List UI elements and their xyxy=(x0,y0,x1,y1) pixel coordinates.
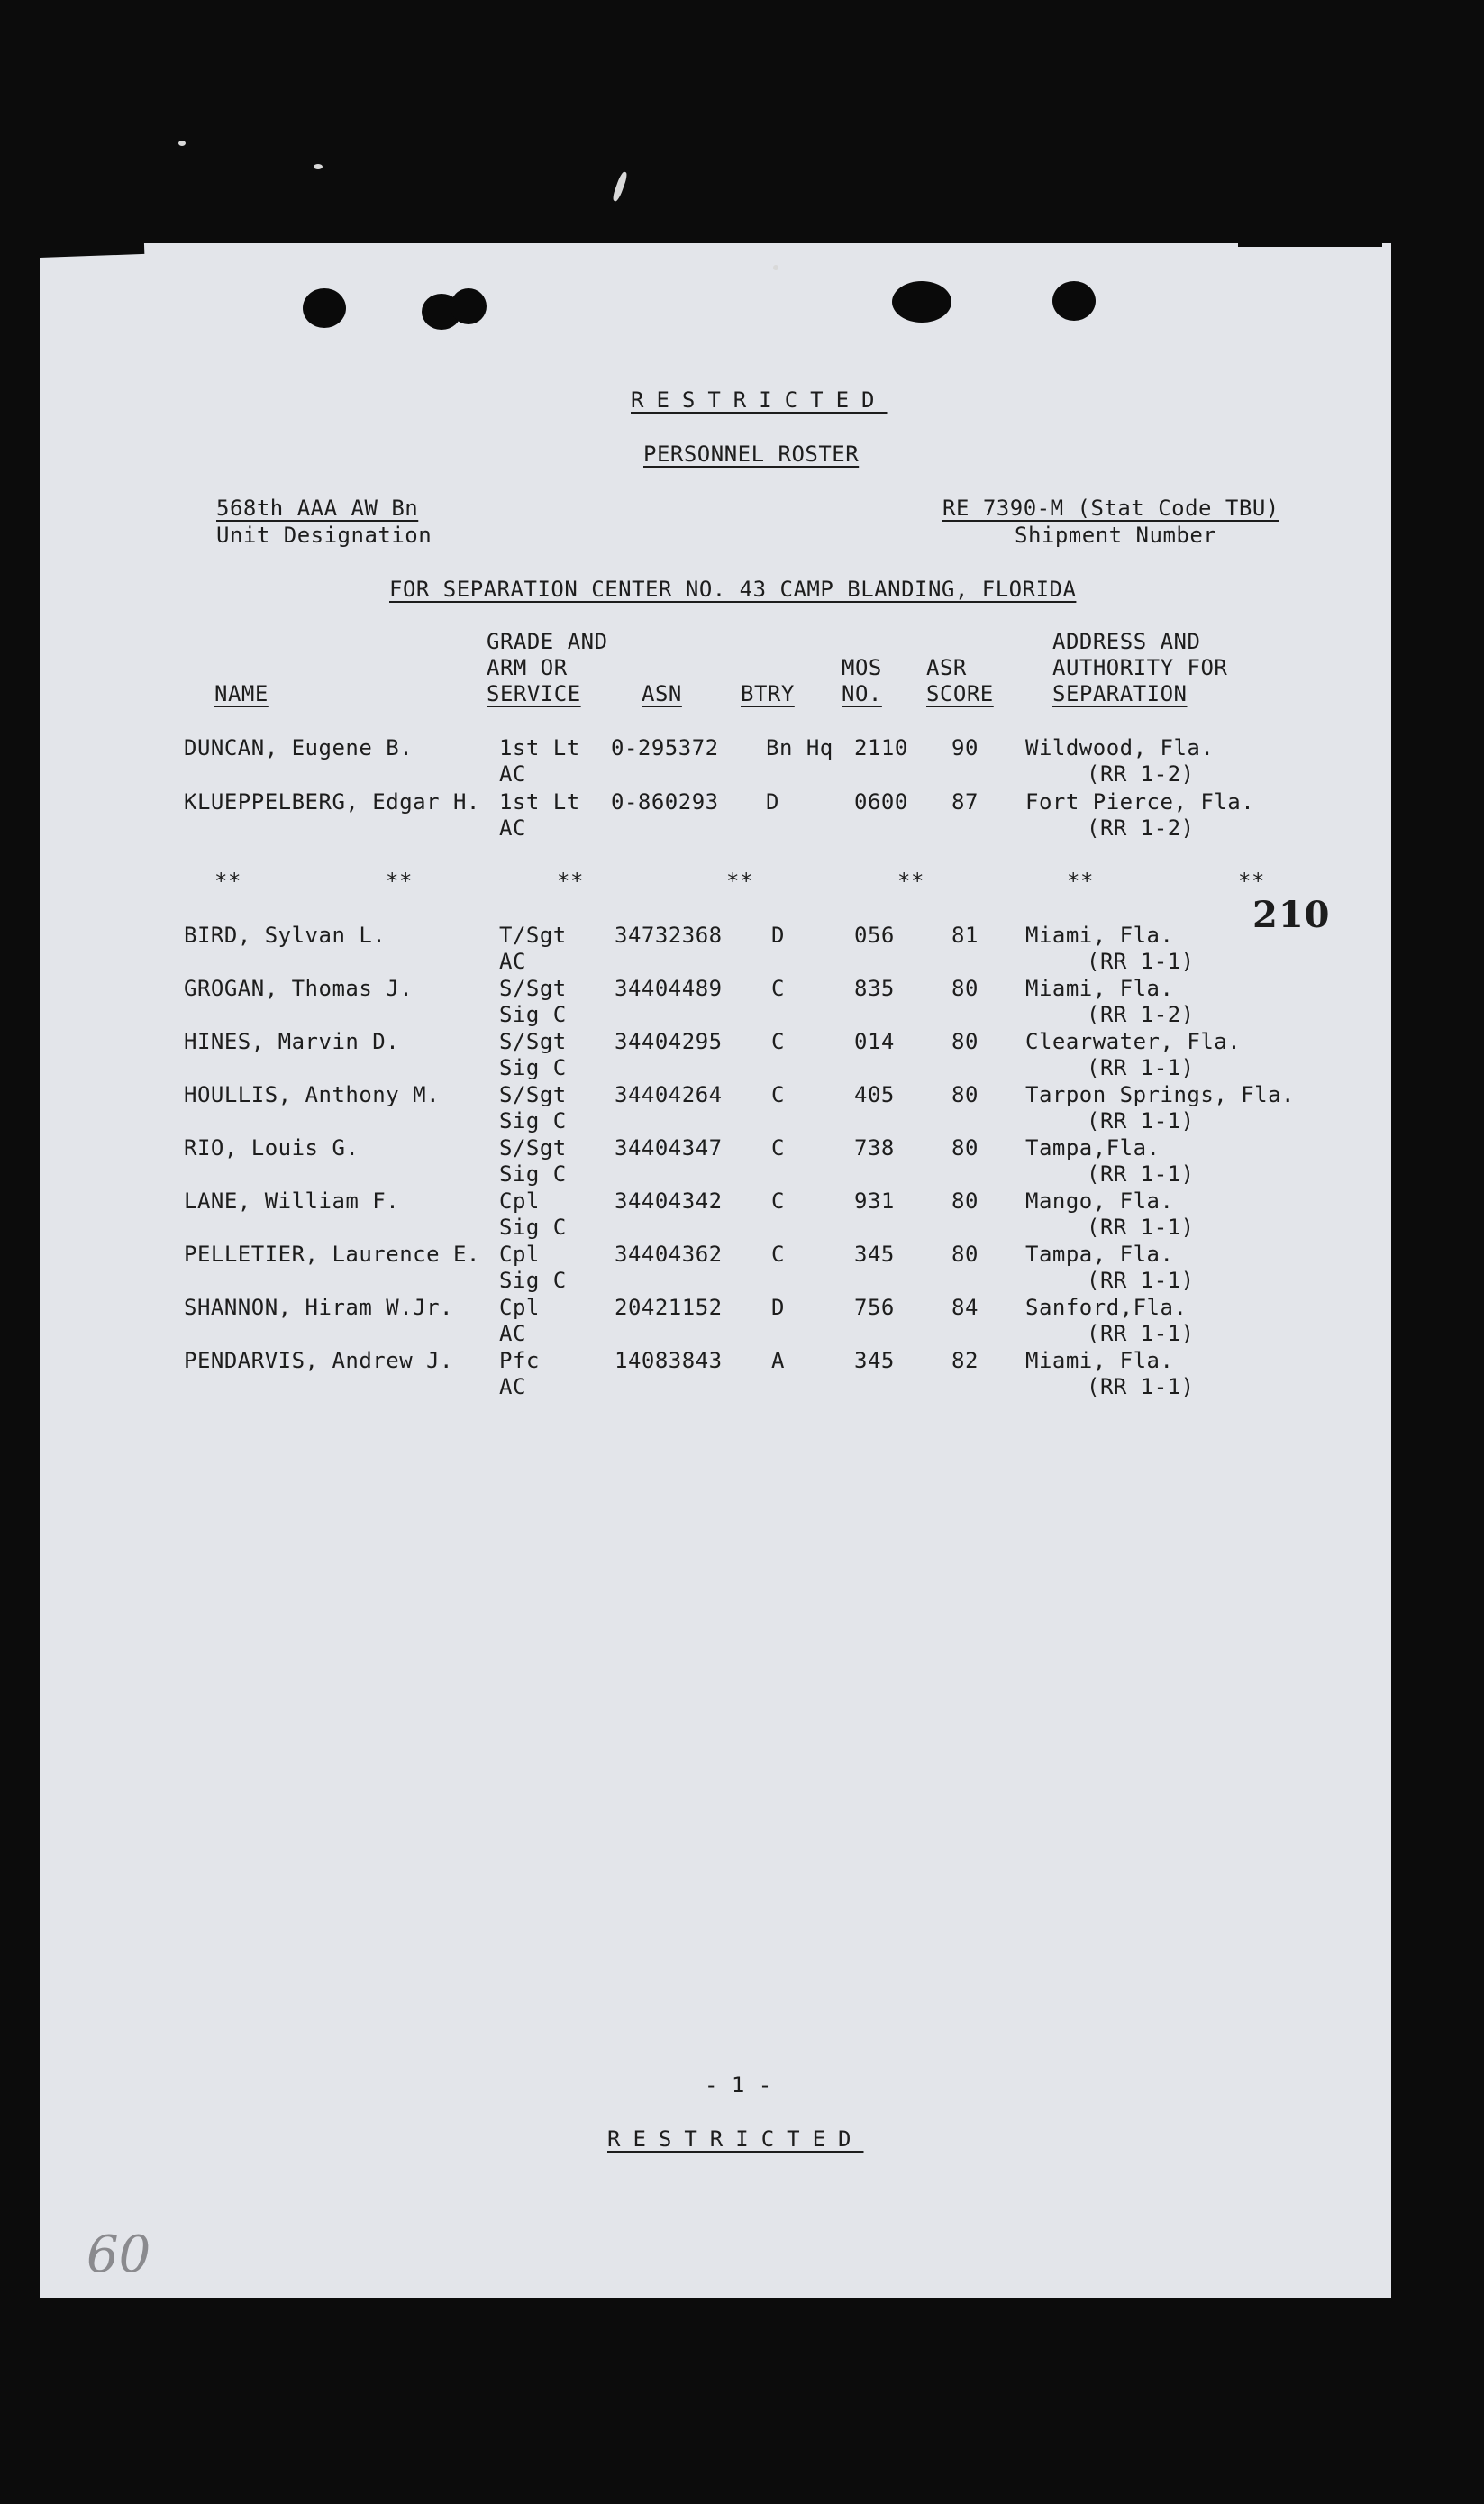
stamped-page-number: 210 xyxy=(1252,894,1331,936)
row-address: Mango, Fla. xyxy=(1025,1188,1174,1214)
row-address: Miami, Fla. xyxy=(1025,923,1174,948)
row-mos: 345 xyxy=(854,1242,895,1267)
row-mos: 014 xyxy=(854,1029,895,1054)
row-authority: (RR 1-1) xyxy=(1087,1161,1195,1187)
document-page xyxy=(40,243,1391,2298)
row-address: Miami, Fla. xyxy=(1025,1348,1174,1373)
row-grade: T/Sgt xyxy=(499,923,567,948)
col-header-name: NAME xyxy=(214,681,269,706)
roster-title: PERSONNEL ROSTER xyxy=(643,442,860,467)
row-arm: Sig C xyxy=(499,1268,567,1293)
shipment-number-value: RE 7390-M (Stat Code TBU) xyxy=(942,496,1279,521)
row-grade: 1st Lt xyxy=(499,789,580,815)
row-mos: 405 xyxy=(854,1082,895,1107)
row-name: HINES, Marvin D. xyxy=(184,1029,400,1054)
row-authority: (RR 1-1) xyxy=(1087,949,1195,974)
row-asr: 82 xyxy=(951,1348,979,1373)
row-arm: Sig C xyxy=(499,1108,567,1134)
row-btry: C xyxy=(771,976,785,1001)
row-btry: C xyxy=(771,1188,785,1214)
separator-mark: ** xyxy=(726,869,753,894)
col-header-asr: ASR xyxy=(926,655,967,680)
row-address: Clearwater, Fla. xyxy=(1025,1029,1242,1054)
row-asn: 20421152 xyxy=(615,1295,723,1320)
col-header-address: AUTHORITY FOR xyxy=(1052,655,1228,680)
row-address: Tampa,Fla. xyxy=(1025,1135,1161,1161)
row-grade: Pfc xyxy=(499,1348,540,1373)
row-grade: 1st Lt xyxy=(499,735,580,760)
row-asn: 34404489 xyxy=(615,976,723,1001)
row-asr: 87 xyxy=(951,789,979,815)
row-name: RIO, Louis G. xyxy=(184,1135,360,1161)
separator-mark: ** xyxy=(897,869,924,894)
row-asn: 34404362 xyxy=(615,1242,723,1267)
row-asr: 80 xyxy=(951,1188,979,1214)
row-mos: 835 xyxy=(854,976,895,1001)
row-btry: C xyxy=(771,1029,785,1054)
row-asr: 80 xyxy=(951,1082,979,1107)
row-asr: 80 xyxy=(951,1242,979,1267)
row-name: LANE, William F. xyxy=(184,1188,400,1214)
row-btry: A xyxy=(771,1348,785,1373)
col-header-address: ADDRESS AND xyxy=(1052,629,1201,654)
row-arm: Sig C xyxy=(499,1055,567,1080)
row-grade: S/Sgt xyxy=(499,1082,567,1107)
row-grade: S/Sgt xyxy=(499,1135,567,1161)
row-name: PELLETIER, Laurence E. xyxy=(184,1242,480,1267)
row-asn: 34404295 xyxy=(615,1029,723,1054)
row-btry: D xyxy=(766,789,779,815)
col-header-mos: NO. xyxy=(842,681,882,706)
punch-hole xyxy=(303,288,346,328)
col-header-grade: ARM OR xyxy=(487,655,568,680)
row-asr: 81 xyxy=(951,923,979,948)
row-mos: 056 xyxy=(854,923,895,948)
col-header-grade: SERVICE xyxy=(487,681,581,706)
row-asr: 80 xyxy=(951,1029,979,1054)
col-header-grade: GRADE AND xyxy=(487,629,608,654)
row-authority: (RR 1-1) xyxy=(1087,1374,1195,1399)
row-name: HOULLIS, Anthony M. xyxy=(184,1082,441,1107)
row-address: Wildwood, Fla. xyxy=(1025,735,1215,760)
row-arm: AC xyxy=(499,1321,526,1346)
handwritten-folio-number: 60 xyxy=(86,2226,151,2284)
row-address: Fort Pierce, Fla. xyxy=(1025,789,1255,815)
col-header-mos: MOS xyxy=(842,655,882,680)
row-asn: 34404347 xyxy=(615,1135,723,1161)
torn-edge xyxy=(36,234,145,258)
row-name: BIRD, Sylvan L. xyxy=(184,923,387,948)
separator-mark: ** xyxy=(1238,869,1265,894)
row-asr: 84 xyxy=(951,1295,979,1320)
unit-designation-value: 568th AAA AW Bn xyxy=(216,496,419,521)
row-address: Tampa, Fla. xyxy=(1025,1242,1174,1267)
row-address: Sanford,Fla. xyxy=(1025,1295,1188,1320)
row-authority: (RR 1-1) xyxy=(1087,1108,1195,1134)
row-btry: Bn Hq xyxy=(766,735,833,760)
row-arm: AC xyxy=(499,1374,526,1399)
row-asn: 34732368 xyxy=(615,923,723,948)
separator-mark: ** xyxy=(1067,869,1094,894)
row-authority: (RR 1-1) xyxy=(1087,1055,1195,1080)
row-asr: 80 xyxy=(951,1135,979,1161)
separator-mark: ** xyxy=(386,869,413,894)
row-name: GROGAN, Thomas J. xyxy=(184,976,414,1001)
dust-speck xyxy=(773,265,778,270)
row-address: Tarpon Springs, Fla. xyxy=(1025,1082,1295,1107)
torn-edge xyxy=(1238,234,1382,247)
row-arm: AC xyxy=(499,949,526,974)
row-grade: S/Sgt xyxy=(499,976,567,1001)
classification-header: RESTRICTED xyxy=(631,387,888,413)
row-btry: C xyxy=(771,1082,785,1107)
row-asn: 14083843 xyxy=(615,1348,723,1373)
destination-line: FOR SEPARATION CENTER NO. 43 CAMP BLANDING, FLORIDA xyxy=(389,577,1077,602)
row-asn: 0-295372 xyxy=(611,735,719,760)
row-name: DUNCAN, Eugene B. xyxy=(184,735,414,760)
col-header-asn: ASN xyxy=(642,681,682,706)
row-authority: (RR 1-1) xyxy=(1087,1268,1195,1293)
row-authority: (RR 1-2) xyxy=(1087,815,1195,841)
unit-designation-caption: Unit Designation xyxy=(216,523,432,548)
row-name: PENDARVIS, Andrew J. xyxy=(184,1348,453,1373)
page-number: - 1 - xyxy=(705,2072,772,2098)
row-mos: 345 xyxy=(854,1348,895,1373)
row-address: Miami, Fla. xyxy=(1025,976,1174,1001)
punch-hole xyxy=(1052,281,1096,321)
row-authority: (RR 1-2) xyxy=(1087,1002,1195,1027)
row-authority: (RR 1-2) xyxy=(1087,761,1195,787)
col-header-address: SEPARATION xyxy=(1052,681,1188,706)
row-mos: 2110 xyxy=(854,735,908,760)
row-btry: D xyxy=(771,1295,785,1320)
row-grade: Cpl xyxy=(499,1295,540,1320)
row-mos: 931 xyxy=(854,1188,895,1214)
punch-hole xyxy=(451,288,487,324)
row-asr: 80 xyxy=(951,976,979,1001)
dust-speck xyxy=(314,164,323,169)
row-grade: Cpl xyxy=(499,1242,540,1267)
dust-speck xyxy=(178,141,186,146)
row-arm: Sig C xyxy=(499,1161,567,1187)
row-btry: C xyxy=(771,1135,785,1161)
row-btry: C xyxy=(771,1242,785,1267)
row-asn: 34404264 xyxy=(615,1082,723,1107)
separator-mark: ** xyxy=(214,869,241,894)
row-asn: 34404342 xyxy=(615,1188,723,1214)
dust-speck xyxy=(611,171,628,203)
row-asn: 0-860293 xyxy=(611,789,719,815)
row-asr: 90 xyxy=(951,735,979,760)
row-arm: Sig C xyxy=(499,1215,567,1240)
row-name: SHANNON, Hiram W.Jr. xyxy=(184,1295,453,1320)
row-btry: D xyxy=(771,923,785,948)
row-mos: 756 xyxy=(854,1295,895,1320)
col-header-btry: BTRY xyxy=(741,681,795,706)
row-grade: Cpl xyxy=(499,1188,540,1214)
classification-footer: RESTRICTED xyxy=(607,2126,864,2152)
row-arm: Sig C xyxy=(499,1002,567,1027)
row-mos: 0600 xyxy=(854,789,908,815)
row-name: KLUEPPELBERG, Edgar H. xyxy=(184,789,480,815)
row-mos: 738 xyxy=(854,1135,895,1161)
col-header-asr: SCORE xyxy=(926,681,994,706)
row-authority: (RR 1-1) xyxy=(1087,1215,1195,1240)
row-arm: AC xyxy=(499,761,526,787)
row-grade: S/Sgt xyxy=(499,1029,567,1054)
separator-mark: ** xyxy=(557,869,584,894)
shipment-number-caption: Shipment Number xyxy=(1015,523,1217,548)
punch-hole xyxy=(892,281,951,323)
row-authority: (RR 1-1) xyxy=(1087,1321,1195,1346)
row-arm: AC xyxy=(499,815,526,841)
